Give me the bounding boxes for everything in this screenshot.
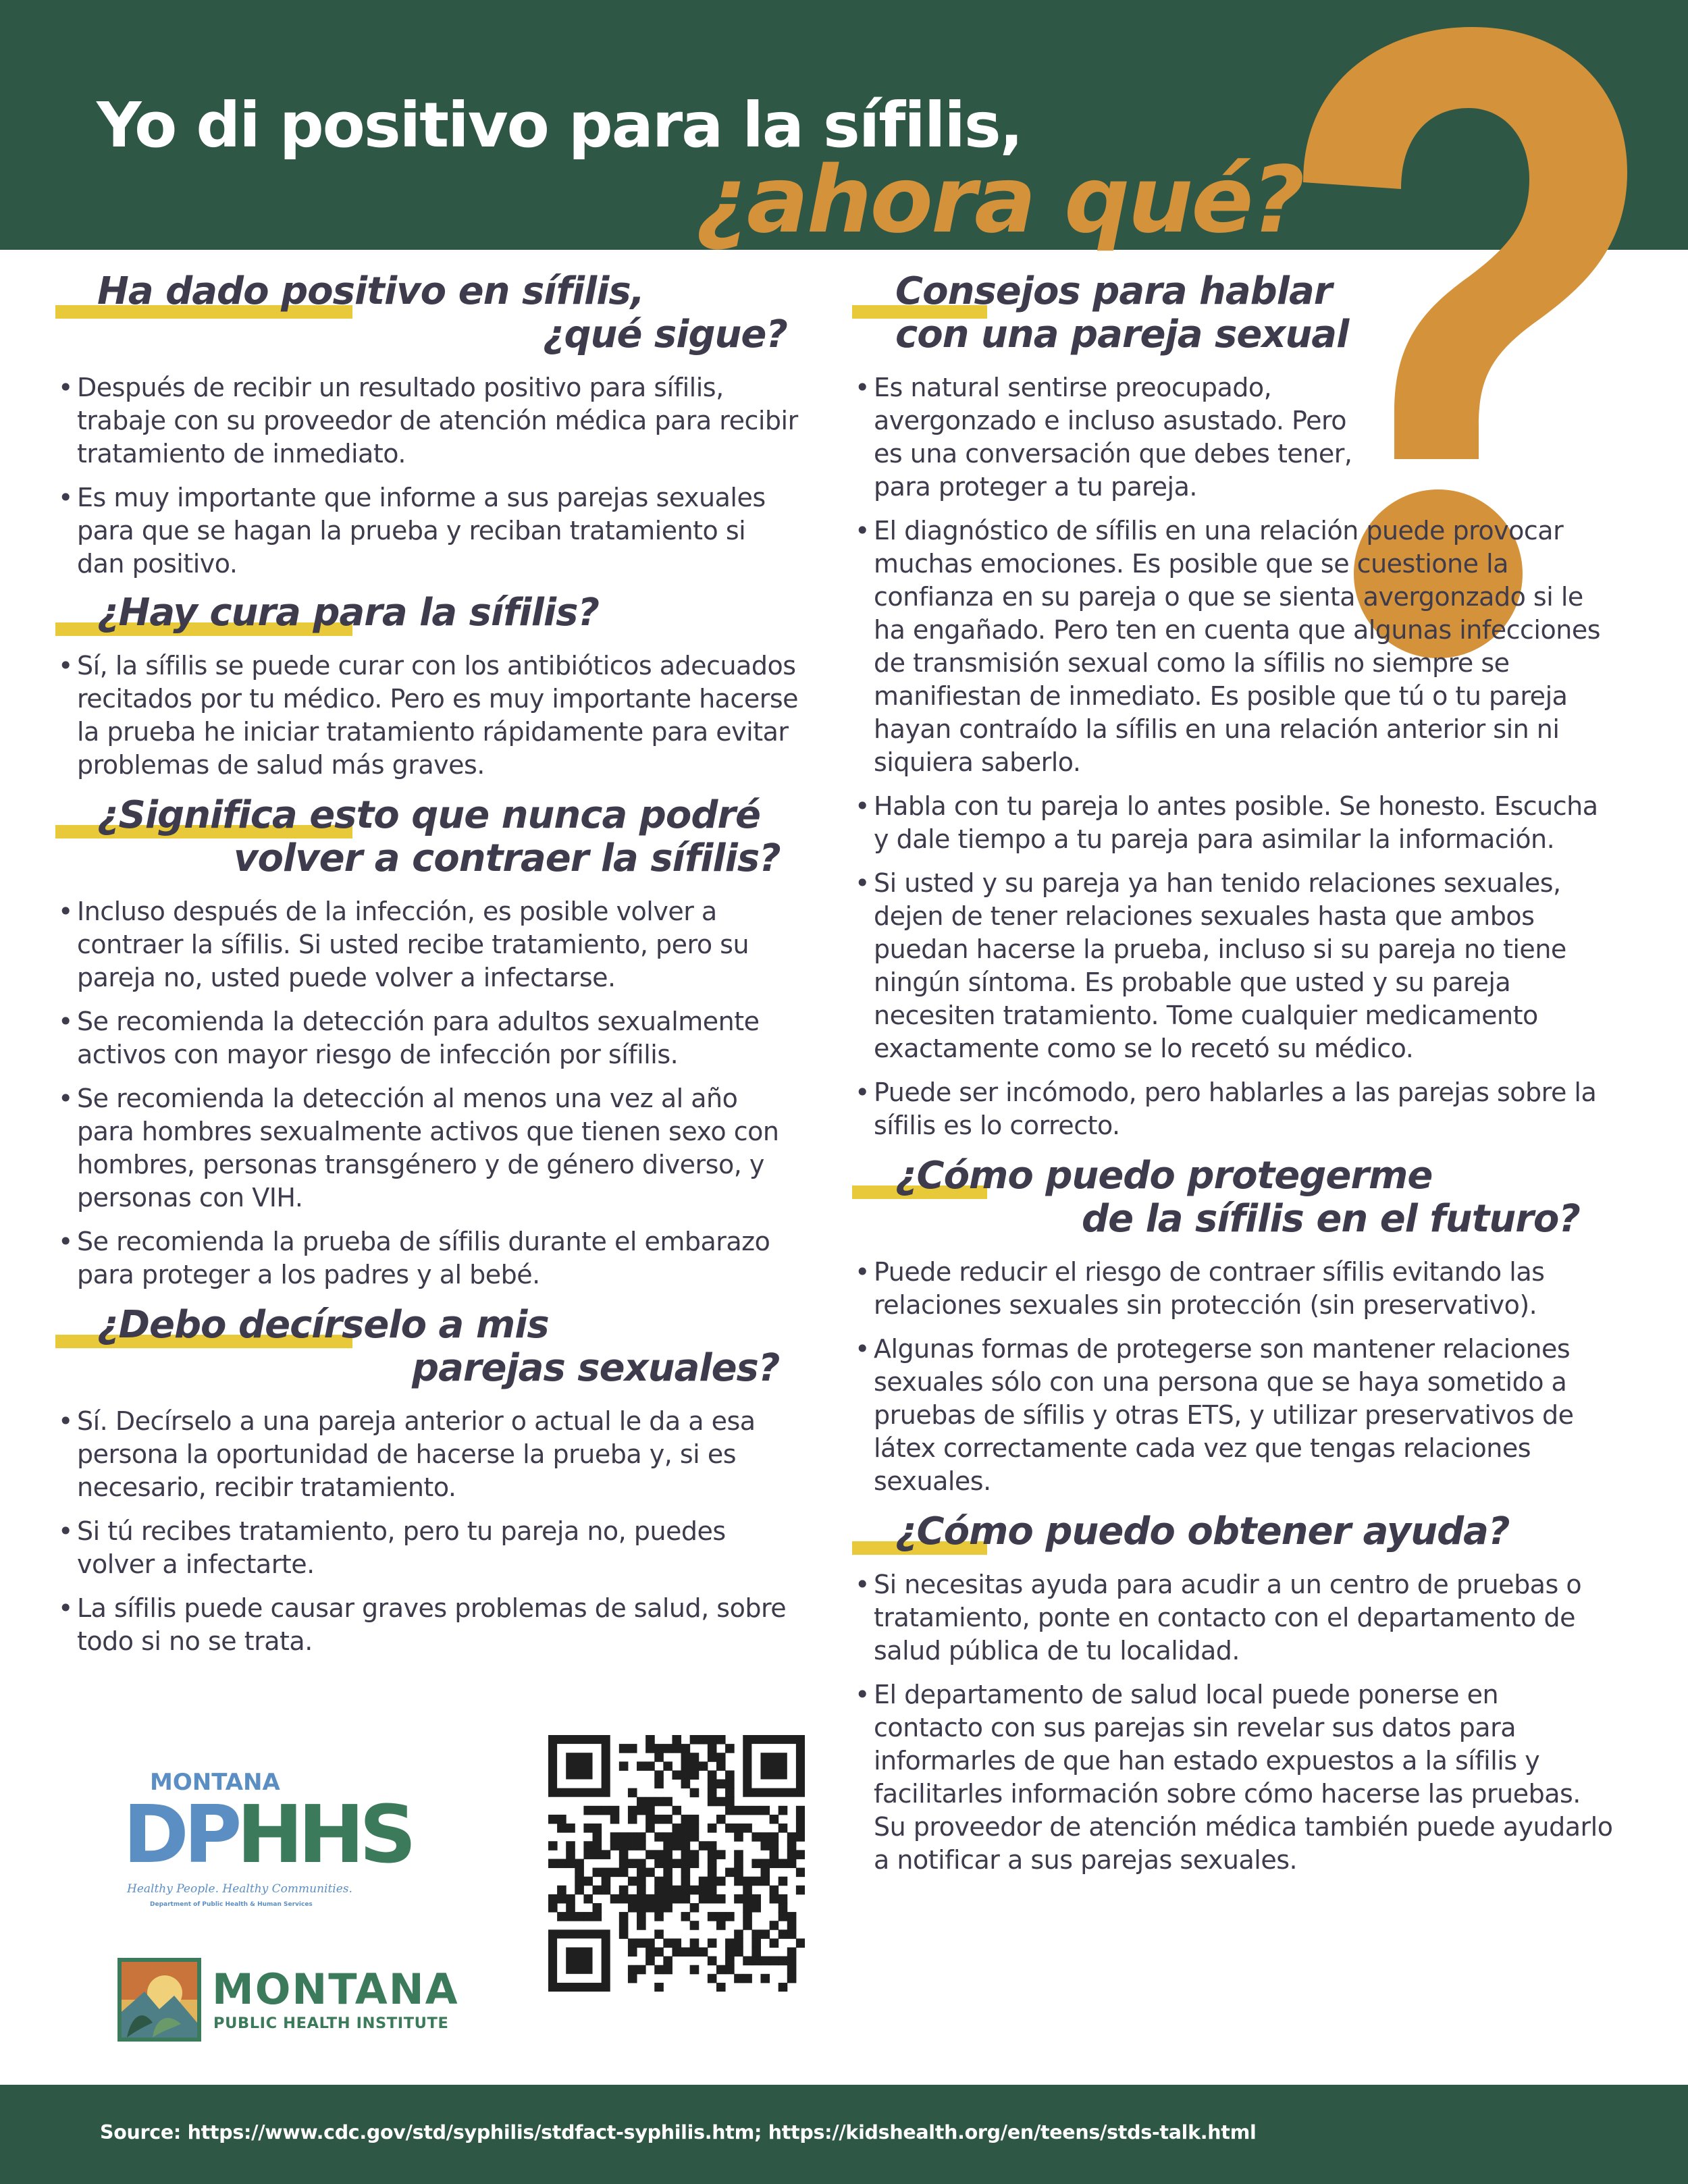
bullet-list (852, 1568, 1615, 1877)
section-reinfection (55, 794, 798, 1291)
list-item: • Si necesitas ayuda para acudir a un centro de pruebas o tratamiento, ponte en contacto con el departamento de salud pública de tu localidad. (852, 1568, 1615, 1668)
dphhs-logo-state: MONTANA (150, 1769, 280, 1796)
section-protect-future (852, 1154, 1615, 1498)
heading-line: ¿qué sigue? (543, 313, 787, 356)
section-heading (852, 1510, 1615, 1553)
heading-line: Consejos para hablar (895, 269, 1332, 313)
bullet-list (852, 1256, 1615, 1498)
heading-line: ¿Hay cura para la sífilis? (97, 591, 599, 635)
list-item: • Es natural sentirse preocupado, avergonzado e incluso asustado. Pero es una conversación que debes tener, para proteger a tu pareja. (852, 371, 1360, 504)
source-citation: Source: https://www.cdc.gov/std/syphilis/stdfact-syphilis.htm; https://kidshealth.org/en/teens/stds-talk.html (100, 2121, 1257, 2143)
bullet-list (55, 371, 798, 581)
qr-code[interactable] (548, 1735, 805, 1992)
list-item: • El departamento de salud local puede ponerse en contacto con sus parejas sin revelar sus datos para informarles de que han estado expuestos a la sífilis y facilitarles información sobre cómo hacerse las pruebas. Su proveedor de atención médica también puede ayudarlo a notificar a sus parejas sexuales. (852, 1678, 1615, 1877)
heading-line: Ha dado positivo en sífilis, (97, 269, 645, 313)
section-get-help (852, 1510, 1615, 1877)
mphi-mountain-icon (117, 1958, 201, 2042)
list-item: • La sífilis puede causar graves problemas de salud, sobre todo si no se trata. (55, 1592, 798, 1658)
section-cure (55, 591, 798, 782)
heading-line: ¿Cómo puedo obtener ayuda? (895, 1510, 1510, 1553)
right-column (852, 270, 1615, 1888)
page-title-line2: ¿ahora qué? (695, 147, 1303, 254)
list-item: • Habla con tu pareja lo antes posible. Se honesto. Escucha y dale tiempo a tu pareja para asimilar la información. (852, 790, 1615, 856)
section-heading (55, 794, 798, 880)
list-item: • Sí, la sífilis se puede curar con los antibióticos adecuados recitados por tu médico. Pero es muy importante hacerse la prueba he iniciar tratamiento rápidamente para evitar problemas de salud más graves. (55, 649, 798, 782)
dphhs-logo-dept: Department of Public Health & Human Services (150, 1901, 313, 1908)
page-title-line1: Yo di positivo para la sífilis, (97, 89, 1022, 161)
section-heading (852, 1154, 1615, 1241)
section-tell-partners (55, 1304, 798, 1658)
list-item: • Se recomienda la detección al menos una vez al año para hombres sexualmente activos que tienen sexo con hombres, personas transgénero y de género diverso, y personas con VIH. (55, 1082, 798, 1215)
heading-line: parejas sexuales? (412, 1346, 780, 1390)
bullet-list (852, 371, 1615, 1142)
mphi-logo-sub: PUBLIC HEALTH INSTITUTE (213, 2015, 449, 2032)
mphi-logo-name: MONTANA (212, 1965, 459, 2014)
bullet-list (55, 1405, 798, 1658)
logos-area (55, 1755, 798, 2052)
bullet-list (55, 895, 798, 1291)
list-item: • Incluso después de la infección, es posible volver a contraer la sífilis. Si usted recibe tratamiento, pero su pareja no, usted puede volver a infectarse. (55, 895, 798, 994)
list-item: • Si tú recibes tratamiento, pero tu pareja no, puedes volver a infectarte. (55, 1515, 798, 1581)
list-item: • Después de recibir un resultado positivo para sífilis, trabaje con su proveedor de atención médica para recibir tratamiento de inmediato. (55, 371, 798, 471)
list-item: • El diagnóstico de sífilis en una relación puede provocar muchas emociones. Es posible que se cuestione la confianza en su pareja o que se sienta avergonzado si le ha engañado. Pero ten en cuenta que algunas infecciones de transmisión sexual como la sífilis no siempre se manifiestan de inmediato. Es posible que tú o tu pareja hayan contraído la sífilis en una relación anterior sin ni siquiera saberlo. (852, 514, 1615, 779)
mphi-logo (117, 1958, 482, 2046)
heading-line: de la sífilis en el futuro? (1082, 1197, 1580, 1241)
list-item: • Sí. Decírselo a una pareja anterior o actual le da a esa persona la oportunidad de hacerse la prueba y, si es necesario, recibir tratamiento. (55, 1405, 798, 1504)
section-heading (55, 1304, 798, 1390)
heading-line: volver a contraer la sífilis? (234, 836, 781, 880)
left-column (55, 270, 798, 1669)
heading-line: ¿Cómo puedo protegerme (895, 1154, 1433, 1198)
list-item: • Se recomienda la prueba de sífilis durante el embarazo para proteger a los padres y al bebé. (55, 1225, 798, 1291)
heading-line: ¿Significa esto que nunca podré (97, 793, 761, 837)
list-item: • Es muy importante que informe a sus parejas sexuales para que se hagan la prueba y reciban tratamiento si dan positivo. (55, 481, 798, 581)
list-item: • Puede ser incómodo, pero hablarles a las parejas sobre la sífilis es lo correcto. (852, 1076, 1615, 1142)
list-item: • Puede reducir el riesgo de contraer sífilis evitando las relaciones sexuales sin protección (sin preservativo). (852, 1256, 1615, 1322)
list-item: • Algunas formas de protegerse son mantener relaciones sexuales sólo con una persona que se haya sometido a pruebas de sífilis y otras ETS, y utilizar preservativos de látex correctamente cada vez que tengas relaciones sexuales. (852, 1333, 1615, 1498)
section-heading (852, 270, 1615, 356)
section-talk-tips (852, 270, 1615, 1142)
list-item: • Si usted y su pareja ya han tenido relaciones sexuales, dejen de tener relaciones sexuales hasta que ambos puedan hacerse la prueba, incluso si su pareja no tiene ningún síntoma. Es probable que usted y su pareja necesiten tratamiento. Tome cualquier medicamento exactamente como se lo recetó su médico. (852, 867, 1615, 1065)
dphhs-logo-tagline: Healthy People. Healthy Communities. (127, 1882, 352, 1896)
heading-line: con una pareja sexual (895, 313, 1349, 356)
heading-line: ¿Debo decírselo a mis (97, 1303, 549, 1347)
section-tested-positive (55, 270, 798, 581)
section-heading (55, 270, 798, 356)
bullet-list (55, 649, 798, 782)
dphhs-logo (123, 1769, 411, 1917)
list-item: • Se recomienda la detección para adultos sexualmente activos con mayor riesgo de infección por sífilis. (55, 1005, 798, 1071)
dphhs-logo-wordmark: DPHHS (123, 1788, 411, 1881)
footer-band (0, 2085, 1688, 2184)
section-heading (55, 591, 798, 635)
